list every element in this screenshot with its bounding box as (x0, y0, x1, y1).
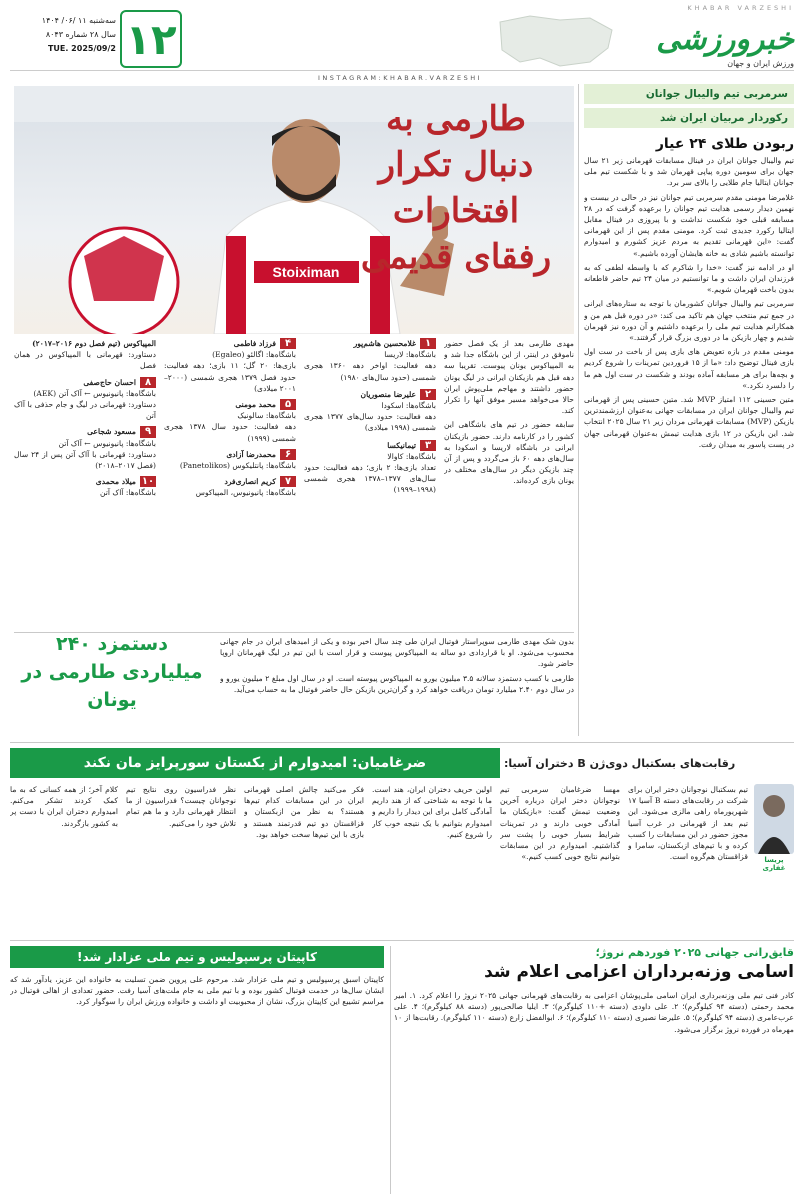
player-name: علیرضا منصوریان (360, 389, 416, 399)
basketball-col-1 (628, 784, 748, 934)
weightlifting-kicker: قایق‌رانی جهانی ۲۰۲۵ فوردهم نروژ؛ (595, 946, 794, 959)
player-club: باشگاه‌ها: سالونیک (237, 411, 296, 421)
player-club: باشگاه‌ها: لاریسا (384, 350, 436, 360)
player-entry (14, 426, 156, 471)
persepolis-article (10, 974, 384, 1194)
player-entry (164, 449, 296, 471)
player-name: میلاد محمدی (95, 477, 136, 487)
kicker-box-2: رکوردار مربیان ایران شد (584, 108, 794, 128)
player-number: ۸ (140, 377, 156, 388)
issue-day: سه‌شنبه ۱۱ /۰۶/ ۱۴۰۴ (41, 16, 116, 25)
player-club: باشگاه‌ها: پانیونیوس، المپیاکوس (195, 488, 296, 498)
volleyball-title: ربودن طلای ۲۴ عیار (655, 136, 794, 152)
player-entry (164, 399, 296, 444)
persepolis-headline: کاپیتان پرسپولیس و تیم ملی عزادار شد! (10, 946, 384, 968)
column-divider (390, 946, 391, 1194)
player-detail: دهه فعالیت: حدود سال ۱۳۷۸ هجری شمسی (۱۹۹۹) (164, 422, 296, 443)
player-detail: تعداد بازی‌ها: ۲ بازی؛ دهه فعالیت: حدود سال‌های ۱۳۷۷–۱۳۷۸ هجری شمسی (۱۹۹۸–۱۹۹۹) (304, 463, 436, 495)
players-list-2 (164, 338, 296, 628)
player-club: باشگاه‌ها: اگالئو (Egaleo) (212, 350, 296, 360)
player-number: ۴ (280, 338, 296, 349)
issue-date-en: TUE. 2025/09/2 (47, 44, 116, 53)
basketball-col-6 (10, 784, 118, 934)
paragraph: متین حسینی ۱۱۲ امتیاز MVP شد. متین حسینی پس از قهرمانی تیم والیبال جوانان ایران در مسابقات جهانی به‌عنوان ارزشمندترین بازیکن (MVP) مسابقات قهرمانی مردان زیر ۲۱ سال ۲۰۲۵ انتخاب شد. این بازیکن در ۱۲ بازی هدایت تیمش به‌عنوان قهرمانی جهان در پست پاسور به میدان رفت. (584, 395, 794, 449)
salary-headline: دستمزد ۲۴۰ میلیاردی طارمی در یونان (21, 633, 203, 711)
player-name: کریم انصاری‌فرد (224, 477, 276, 487)
player-club: باشگاه‌ها: کاوالا (387, 451, 436, 461)
basketball-article (10, 784, 794, 934)
paragraph: کادر فنی تیم ملی وزنه‌برداری ایران اسامی ملی‌پوشان اعزامی به رقابت‌های قهرمانی جهانی ۲۰۲۵ نروژ را اعلام کرد. ۱. امیر محمد رحمتی (دسته ۹۴ کیلوگرم)؛ ۲. علی داودی (دسته +۱۱۰ کیلوگرم)؛ ۳. ایلیا صالحی‌پور (دسته ۸۸ کیلوگرم)؛ ۴. علی عرب‌عامری (دسته ۹۴ کیلوگرم)؛ ۵. علیرضا نصیری (دسته ۱۱۰ کیلوگرم)؛ ۶. ابوالفضل زارع (دسته ۱۱۰ کیلوگرم). رقابت‌ها از ۱۰ مهرماه در فورده نروژ برگزار می‌شود. (394, 991, 794, 1034)
player-entry (14, 377, 156, 422)
paragraph: کلام آخر؛ از همه کسانی که به ما کمک کردند تشکر می‌کنم. امیدوارم دختران ایران با دست پر به کشور بازگردند. (10, 785, 118, 828)
section-divider (10, 940, 794, 941)
paragraph: بدون شک مهدی طارمی سوپراستار فوتبال ایران طی چند سال اخیر بوده و یکی از امیدهای ایران در جام جهانی محسوب می‌شود. او با قراردادی دو ساله به المپیاکوس پیوست و قرار است با این تیم در لیگ قهرمانان اروپا حاضر شود. (220, 637, 574, 669)
basketball-col-4 (244, 784, 364, 934)
paragraph: سابقه حضور در تیم های باشگاهی این کشور را در کارنامه دارند. حضور بازیکنان ایرانی در باشگاه لاریسا و اسکودا به سال‌های دهه ۶۰ باز می‌گردد و پس از آن چند بازیکن دیگر در سال‌های مختلف در یونان بازی کرده‌اند. (444, 420, 574, 486)
section-divider (10, 742, 794, 743)
jersey-sponsor: Stoiximan (272, 264, 340, 280)
paragraph: او در ادامه نیز گفت: «خدا را شاکرم که با واسطه لطفی که به فرزندان ایران داشت و ما توانستیم در میان ۲۴ تیم حاضر قاطعانه بدون باخت قهرمان شویم.» (584, 262, 794, 295)
author-avatar (754, 784, 794, 854)
author-name: پریسا غفاری (762, 856, 786, 872)
player-number: ۲ (420, 389, 436, 400)
weightlifting-headline: اسامی وزنه‌برداران اعزامی اعلام شد (484, 962, 794, 982)
player-club: باشگاه‌ها: پانتلیکوس (Panetolikos) (179, 461, 296, 471)
player-club: باشگاه‌ها: پانیونیوس ← آاک آتن (58, 438, 156, 448)
author-photo-icon (754, 784, 794, 854)
player-entry (164, 476, 296, 498)
player-name: احسان حاج‌صفی (83, 377, 136, 387)
instagram-handle[interactable]: INSTAGRAM:KHABAR.VARZESHI (317, 74, 483, 82)
player-detail: دستاورد: قهرمانی در لیگ و جام حذفی با آاک آتن (14, 400, 156, 421)
volleyball-kicker (584, 84, 794, 132)
page-number: ۱۲ (125, 14, 177, 64)
paragraph: اولین حریف دختران ایران، هند است. ما با توجه به شناختی که از هند داریم آمادگی کامل برای این دیدار را داریم و امیدوارم بتوانیم با یک نتیجه خوب کار را شروع کنیم. (372, 785, 492, 839)
player-name: فرزاد فاطمی (233, 339, 276, 348)
paragraph: غلامرضا مومنی مقدم سرمربی تیم جوانان نیز در حالی در بیست و نهمین دیدار رسمی هدایت تیم جوانان را برعهده گرفت که در ۲۸ مسابقه قبلی خود شکست نداشت و با پیروزی در فینال مقابل ایتالیا رکورد جدیدی ثبت کرد. مومنی مقدم پس از این قهرمانی گفت: «این قهرمانی تقدیم به مردم عزیز کشورم و امیدوارم توانسته باشیم شادی به خانه هایشان آورده باشیم.» (584, 192, 794, 258)
player-club: باشگاه‌ها: پانیونیوس ← آاک آتن (AEK) (33, 388, 156, 398)
issue-info (10, 14, 116, 56)
players-list-3 (14, 338, 156, 628)
player-name: محمد مومنی (235, 400, 276, 410)
taremi-intro (444, 338, 574, 628)
main-headline: طارمی به دنبال تکرار افتخارات رفقای قدیمی (360, 99, 552, 277)
paragraph: فکر می‌کنید چالش اصلی قهرمانی ایران در این مسابقات کدام تیم‌ها هستند؟ به نظر من ازبکستان و قزاقستان دو تیم قدرتمند هستند و بازی با این تیم‌ها سخت خواهد بود. (244, 785, 364, 839)
paragraph: مومنی مقدم در بازه تعویض های بازی پس از باخت در ست اول بازی فینال توضیح داد: «ما از ۱۵ فروردین تمرینات را شروع کردیم و بچه‌ها برای هر مسابقه آماده بودند و شکست در ست اول هم ما را دلسرد نکرد.» (584, 347, 794, 390)
player-name: المپیاکوس (تیم فصل دوم ۲۰۱۶–۲۰۱۷) (32, 339, 156, 348)
column-divider (578, 84, 579, 736)
issue-number: سال ۲۸ شماره ۸۰۴۳ (45, 30, 116, 39)
player-detail: بازی‌ها: ۲۰ گل؛ ۱۱ بازی؛ دهه فعالیت: حدود فصل ۱۳۷۹ هجری شمسی (۲۰۰۰–۲۰۰۱ میلادی) (164, 361, 296, 393)
player-number: ۱۰ (141, 476, 155, 488)
paragraph: طارمی با کسب دستمزد سالانه ۳.۵ میلیون یورو به المپیاکوس پیوسته است. او در سال اول مبلغ ۲ میلیون یورو و در سال دوم ۲.۴۰ میلیارد تومان دریافت خواهد کرد و گران‌ترین بازیکن حال حاضر فوتبال ما به حساب می‌آید. (220, 673, 574, 694)
volleyball-article-body (584, 155, 794, 735)
player-number: ۶ (280, 449, 296, 460)
paragraph: تیم بسکتبال نوجوانان دختر ایران برای شرکت در رقابت‌های دسته B آسیا ۱۷ شهریورماه راهی مالزی می‌شود. این تیم بعد از قهرمانی در غرب آسیا مجوز حضور در این مسابقات را کسب کرده و با تیم‌های ازبکستان، سامرا و قزاقستان هم‌گروه است. (628, 785, 748, 862)
player-number: ۳ (420, 440, 436, 451)
player-club: باشگاه‌ها: آاک آتن (99, 488, 156, 498)
player-detail: دهه فعالیت: حدود سال‌های ۱۳۷۷ هجری شمسی (۱۹۹۸ میلادی) (304, 412, 436, 433)
paragraph: مهدی طارمی بعد از یک فصل حضور ناموفق در اینتر، از این باشگاه جدا شد و به المپیاکوس یونان پیوست. تقریبا سه دهه قبل هم بازیکنان ایرانی در لیگ یونان حضور داشتند و مهاجم ملی‌پوش ایران حالا می‌خواهد مسیر موفق آنها را تکرار کند. (444, 339, 574, 416)
page-number-box (120, 10, 182, 68)
player-detail: دهه فعالیت: اواخر دهه ۱۳۶۰ هجری شمسی (حدود سال‌های ۱۹۸۰) (304, 361, 436, 382)
basketball-banner (10, 748, 794, 778)
player-name: تیمانیکسا (387, 440, 416, 450)
basketball-col-5 (126, 784, 236, 934)
player-club: باشگاه‌ها: اسکودا (381, 401, 436, 411)
basketball-col-2 (500, 784, 620, 934)
player-entry (304, 338, 436, 383)
paragraph: کاپیتان اسبق پرسپولیس و تیم ملی عزادار شد. مرحوم علی پروین ضمن تسلیت به خانواده این عزیز، یادآور شد که ایشان سال‌ها در خدمت فوتبال کشور بوده و با تیم ملی به جام ملت‌های آسیا رفت. حضور تعدادی از اهالی فوتبال در مراسم تشییع این کاپیتان بزرگ، نشان از محبوبیت او داشت و خانواده ورزش ایران را سوگوار کرد. (10, 975, 384, 1007)
player-name: غلامحسین هاشم‌پور (353, 339, 416, 348)
basketball-col-3 (372, 784, 492, 934)
taremi-photo[interactable] (14, 86, 574, 334)
players-list-1 (304, 338, 436, 502)
player-number: ۷ (280, 476, 296, 487)
paragraph: تیم والیبال جوانان ایران در فینال مسابقات قهرمانی زیر ۲۱ سال جهان برای سومین دوره پیاپی قهرمان شد و با شکست تیم ملی جوانان ایتالیا جام طلایی را بالای سر برد. (584, 156, 794, 188)
kicker-box-1: سرمربی تیم والیبال جوانان (584, 84, 794, 104)
player-number: ۵ (280, 399, 296, 410)
paragraph: مهسا ضرغامیان سرمربی تیم نوجوانان دختر ایران درباره آخرین وضعیت تیمش گفت: «بازیکنان ما آمادگی خوبی دارند و در تمرینات شرایط بسیار خوبی را پشت سر گذاشتیم. امیدوارم در این مسابقات بتوانیم نتایج خوبی کسب کنیم.» (500, 785, 620, 862)
player-club: دستاورد: قهرمانی با المپیاکوس در همان فصل (14, 350, 156, 371)
taremi-footer-text (220, 636, 574, 736)
weightlifting-article (394, 990, 794, 1194)
brand-latin-name: KHABAR VARZESHI (687, 4, 794, 12)
basketball-kicker: رقابت‌های بسکتبال دوی‌ژن B دختران آسیا: (504, 756, 736, 770)
paragraph: نظر فدراسیون روی نتایج تیم نوجوانان چیست؟ فدراسیون از ما انتظار قهرمانی دارد و ما هم تمام تلاش خود را می‌کنیم. (126, 785, 236, 828)
basketball-headline: ضرغامیان: امیدوارم از بکستان سورپرایز مان نکند (10, 748, 500, 778)
iran-map-icon (490, 12, 620, 70)
player-detail: دستاورد: قهرمانی با آاک آتن پس از ۲۴ سال (فصل ۲۰۱۷–۲۰۱۸) (14, 449, 156, 471)
taremi-article (14, 338, 574, 628)
paragraph: سرمربی تیم والیبال جوانان کشورمان با توجه به ستاره‌های ایرانی در جمع تیم منتخب جهان هم تاکید می کند: «در دوره قبل هم من و همکارانم هدایت تیم ملی را برعهده داشتیم و آن دوره نیز قهرمان شدیم و چهار بازیکن ما در دوری بزرگ قرار گرفتند.» (584, 299, 794, 343)
player-entry (14, 476, 156, 498)
brand-tagline: ورزش ایران و جهان (727, 59, 794, 68)
player-number: ۱ (420, 338, 436, 349)
masthead-logo[interactable] (634, 8, 794, 76)
player-name: محمدرضا آزادی (226, 449, 276, 459)
player-entry (14, 338, 156, 372)
player-entry (164, 338, 296, 394)
player-name: مسعود شجاعی (87, 427, 136, 437)
player-entry (304, 389, 436, 434)
player-number: ۹ (140, 426, 156, 437)
player-entry (304, 440, 436, 496)
brand-name: خبرورزشی (656, 22, 794, 57)
